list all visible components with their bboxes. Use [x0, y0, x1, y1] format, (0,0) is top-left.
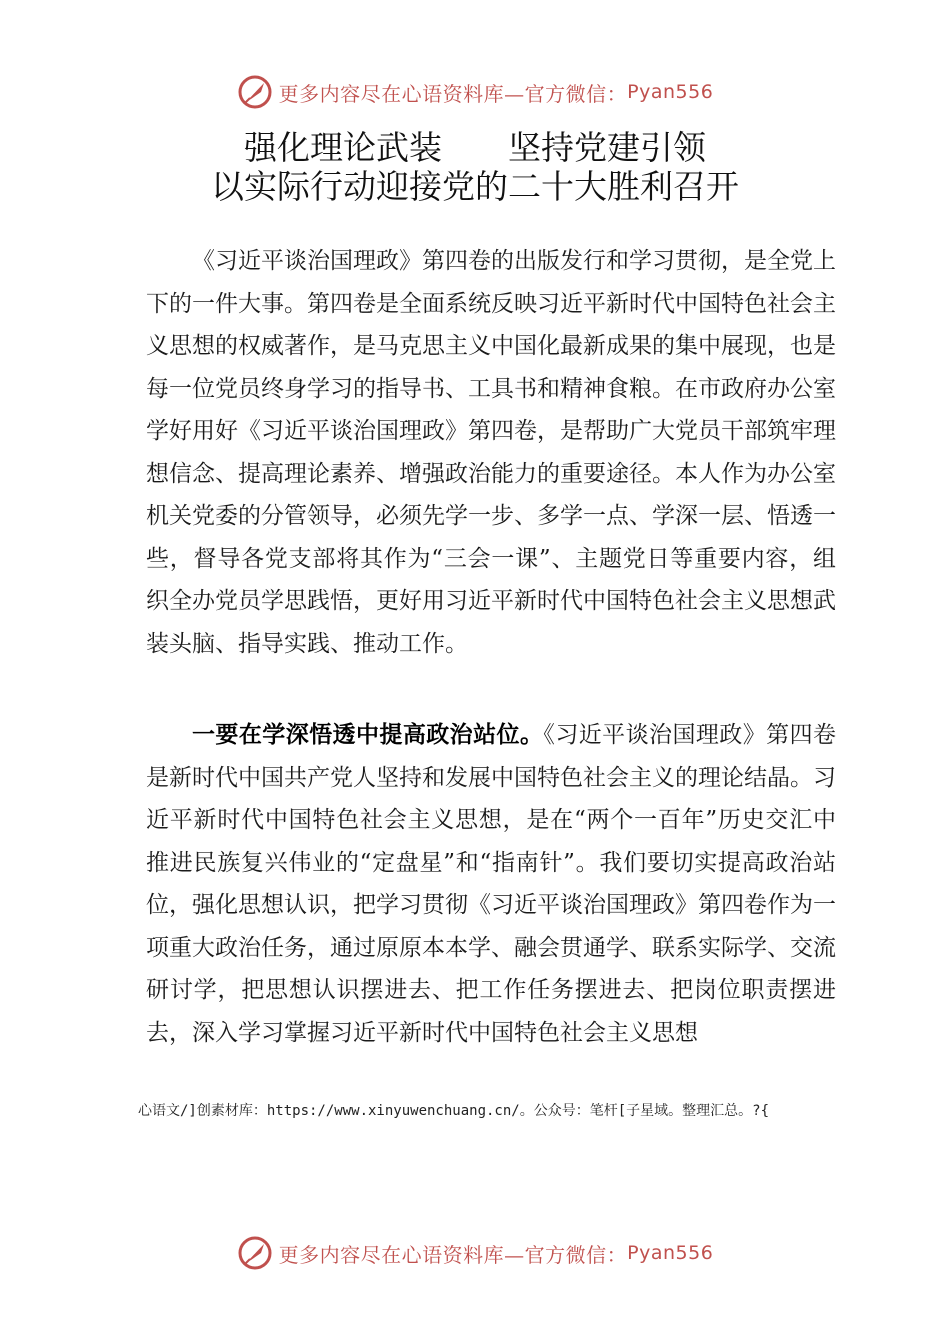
paragraph-section-one — [146, 714, 836, 1054]
paragraph-intro: 《习近平谈治国理政》第四卷的出版发行和学习贯彻，是全党上下的一件大事。第四卷是全面系统反映习近平新时代中国特色社会主义思想的权威著作，是马克思主义中国化最新成果的集中展现，也是每一位党员终身学习的指导书、工具书和精神食粮。在市政府办公室学好用好《习近平谈治国理政》第四卷，是帮助广大党员干部筑牢理想信念、提高理论素养、增强政治能力的重要途径。本人作为办公室机关党委的分管领导，必须先学一步、多学一点、学深一层、悟透一些，督导各党支部将其作为“三会一课”、主题党日等重要内容，组织全办党员学思践悟，更好用习近平新时代中国特色社会主义思想武装头脑、指导实践、推动工作。 — [146, 248, 836, 657]
section-one-heading: 一要在学深悟透中提高政治站位。 — [192, 722, 544, 748]
watermark-text: 更多内容尽在心语资料库—官方微信： — [278, 81, 628, 106]
header-watermark — [0, 72, 950, 112]
source-footnote: 心语文/]创素材库：https://www.xinyuwenchuang.cn/。公众号：笔杆[子星域。整理汇总。?{ — [138, 1103, 770, 1119]
document-title-line-2: 以实际行动迎接党的二十大胜利召开 — [211, 167, 739, 206]
quill-logo-icon — [237, 74, 273, 110]
footer-watermark — [0, 1233, 950, 1273]
watermark-text: 更多内容尽在心语资料库—官方微信： — [278, 1242, 628, 1267]
watermark-wechat-id: Pyan556 — [627, 1242, 714, 1264]
section-one-body: 《习近平谈治国理政》第四卷是新时代中国共产党人坚持和发展中国特色社会主义的理论结晶。习近平新时代中国特色社会主义思想，是在“两个一百年”历史交汇中推进民族复兴伟业的“定盘星”和“指南针”。我们要切实提高政治站位，强化思想认识，把学习贯彻《习近平谈治国理政》第四卷作为一项重大政治任务，通过原原本本学、融会贯通学、联系实际学、交流研讨学，把思想认识摆进去、把工作任务摆进去、把岗位职责摆进去，深入学习掌握习近平新时代中国特色社会主义思想 — [146, 722, 837, 1046]
document-title-line-1: 强化理论武装 坚持党建引领 — [244, 128, 706, 167]
watermark-wechat-id: Pyan556 — [627, 81, 714, 103]
quill-logo-icon — [237, 1235, 273, 1271]
